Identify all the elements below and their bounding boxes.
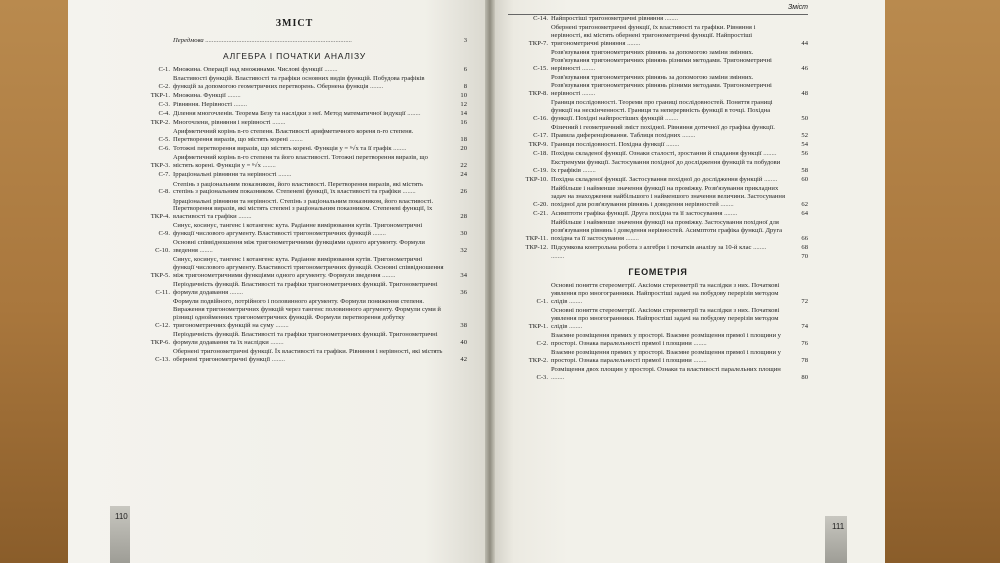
entry-code: С-10. xyxy=(155,247,170,255)
entry-code: С-16. xyxy=(533,114,548,122)
entry-page: 70 xyxy=(801,253,808,260)
entry-title: Фізичний і геометричний зміст похідної. Рівняння дотичної до графіка функції. Правила диференціювання. Таблиця похідних xyxy=(551,123,775,139)
toc-entry xyxy=(122,198,467,222)
toc-entry xyxy=(122,66,467,74)
entry-code: ТКР-1. xyxy=(150,92,170,99)
toc-entry xyxy=(508,307,808,331)
entry-code: С-12. xyxy=(155,322,170,330)
entry-code: С-15. xyxy=(533,64,548,72)
entry-title: Властивості функцій. Властивості та графіки основних видів функцій. Побудова графіків функцій за допомогою геометричних перетворень. Обернена функція xyxy=(173,75,425,90)
entry-title: Синус, косинус, тангенс і котангенс кута. Радіанне вимірювання кутів. Тригонометричні функції числового аргументу. Властивості тригонометричних функцій. Основні співвідношення між тригонометричними функціями одного аргументу. Формули зведення xyxy=(173,256,444,280)
entry-page: 18 xyxy=(460,136,467,144)
toc-entry xyxy=(508,49,808,73)
entry-title: Основні поняття стереометрії. Аксіоми стереометрії та наслідки з них. Початкові уявлення про многогранники. Найпростіші задачі на побудову перерізів методом слідів xyxy=(551,281,780,305)
entry-code: ТКР-1. xyxy=(528,322,548,330)
entry-code: ТКР-3. xyxy=(150,162,170,170)
entry-page: 42 xyxy=(460,356,467,364)
leader-dots: ........ xyxy=(663,15,678,22)
leader-dots: ........ xyxy=(405,110,421,118)
toc-entry xyxy=(122,298,467,330)
entry-code: ТКР-9. xyxy=(528,140,548,148)
entry-code: С-2. xyxy=(158,82,170,90)
entry-title: Похідна складеної функції. Застосування похідної до дослідження функцій xyxy=(551,175,763,183)
toc-entry-preface: Передмова ......................................................................................... 3 xyxy=(173,37,467,44)
entry-title: Тотожні перетворення виразів, що містять корені. Функція y = ⁿ√x та її графік xyxy=(173,145,392,153)
entry-title: Ділення многочленів. Теорема Безу та наслідки з неї. Метод математичної індукції xyxy=(173,110,406,118)
toc-entry xyxy=(508,366,808,382)
entry-title: Ірраціональні рівняння та нерівності xyxy=(173,171,277,179)
entry-page: 28 xyxy=(460,213,467,221)
entry-code: ТКР-6. xyxy=(150,339,170,347)
preface-page: 3 xyxy=(463,37,467,44)
entry-page: 24 xyxy=(460,171,467,179)
entry-page: 58 xyxy=(801,166,808,174)
toc-entry xyxy=(508,99,808,123)
toc-entry xyxy=(122,181,467,197)
entry-code: С-20. xyxy=(533,200,548,208)
entry-code: ТКР-4. xyxy=(150,213,170,221)
toc-entry xyxy=(508,176,808,184)
entry-code: ТКР-12. xyxy=(525,243,548,251)
toc-heading: ЗМІСТ xyxy=(275,18,314,29)
leader-dots: ........ xyxy=(287,136,303,144)
toc-entry xyxy=(508,159,808,175)
entry-code: ТКР-10. xyxy=(525,175,548,183)
leader-dots: ........ xyxy=(197,247,213,255)
entry-title: Розв'язування тригонометричних рівнянь за допомогою заміни змінних. Розв'язування тригонометричних рівнянь різними методами. Тригонометричні нерівності xyxy=(551,73,772,97)
toc-entry xyxy=(508,219,808,243)
entry-page: 60 xyxy=(801,175,808,183)
leader-dots: ........ xyxy=(368,82,384,90)
entry-title: Синус, косинус, тангенс і котангенс кута. Радіанне вимірювання кутів. Тригонометричні функції числового аргументу. Властивості тригонометричних функцій xyxy=(173,222,423,238)
entry-page: 6 xyxy=(463,65,467,73)
leader-dots: ........ xyxy=(276,171,292,179)
entry-title: Степінь з раціональним показником, його властивості. Перетворення виразів, які містять степінь з раціональним показником. Степеневі функції, їх властивості та графіки xyxy=(173,180,424,196)
toc-list-algebra-right xyxy=(508,15,808,261)
entry-title: Періодичність функцій. Властивості та графіки тригонометричних функцій. Тригонометричні формули додавання та їх наслідки xyxy=(173,331,438,347)
entry-title: Найбільше і найменше значення функції на проміжку. Застосування похідної для розв'язування рівнянь і доведення нерівностей. Асимптоти графіка функції. Друга похідна та її застосування xyxy=(551,219,783,242)
entry-code: ТКР-2. xyxy=(528,356,548,364)
leader-dots: ........ xyxy=(225,92,241,99)
entry-code: С-4. xyxy=(158,110,170,118)
leader-dots: ........ xyxy=(567,322,583,330)
toc-entry xyxy=(122,101,467,109)
leader-dots: ........ xyxy=(270,119,286,127)
entry-code: С-13. xyxy=(155,356,170,364)
leader-dots: ........ xyxy=(232,101,247,109)
book-gutter xyxy=(485,0,495,563)
entry-page: 52 xyxy=(801,131,808,139)
toc-entry xyxy=(122,154,467,170)
leader-dots: ........ xyxy=(400,188,416,196)
toc-right xyxy=(508,4,808,383)
toc-entry xyxy=(122,171,467,179)
entry-code: ТКР-8. xyxy=(528,89,548,97)
entry-title: Арифметичний корінь n-го степеня та його властивості. Тотожні перетворення виразів, що містять корені. Функція y = ⁿ√x xyxy=(173,154,428,170)
entry-title: Екстремуми функції. Застосування похідної до дослідження функцій та побудови їх графіків xyxy=(551,158,781,174)
entry-page: 64 xyxy=(801,209,808,217)
preface-title: Передмова xyxy=(173,37,204,44)
entry-page: 26 xyxy=(460,188,467,196)
leader-dots: ........ xyxy=(580,89,596,97)
entry-page: 72 xyxy=(801,297,808,305)
leader-dots: ........ xyxy=(228,289,244,297)
entry-code: С-1. xyxy=(536,297,548,305)
leader-dots: ........ xyxy=(762,175,778,183)
entry-page: 30 xyxy=(460,230,467,238)
entry-page: 14 xyxy=(460,110,467,118)
entry-page: 36 xyxy=(460,289,467,297)
leader-dots: ........ xyxy=(761,149,777,157)
entry-code: С-14. xyxy=(533,15,548,22)
page-number-right: 111 xyxy=(832,522,845,531)
entry-page: 80 xyxy=(801,373,808,381)
leader-dots: ........ xyxy=(663,114,679,122)
entry-title: Границя послідовності. Теореми про границі послідовностей. Поняття границі функції на нескінченності. Границя та неперервність функції в точці. Похідна функції. Похідні найпростіших функцій xyxy=(551,98,773,122)
leader-dots: ........ xyxy=(567,297,583,305)
entry-page: 78 xyxy=(801,356,808,364)
toc-entry xyxy=(122,348,467,364)
entry-code: С-5. xyxy=(158,136,170,144)
entry-page: 40 xyxy=(460,339,467,347)
toc-entry xyxy=(508,24,808,48)
entry-title: Найбільше і найменше значення функції на проміжку. Розв'язування прикладних задач на знаходження найбільшого і найменшого значення величини. Застосування похідної для розв'язування рівнянь і доведення нерівностей xyxy=(551,185,785,208)
toc-entry xyxy=(122,222,467,238)
entry-title: Найпростіші тригонометричні рівняння xyxy=(551,15,664,22)
toc-entry xyxy=(508,282,808,306)
entry-code: С-18. xyxy=(533,149,548,157)
toc-entry xyxy=(122,239,467,255)
entry-code: С-19. xyxy=(533,166,548,174)
entry-code: ТКР-7. xyxy=(528,39,548,47)
entry-title: Формули подвійного, потрійного і половинного аргументу. Формули пониження степеня. Вираження тригонометричних функцій через тангенс половинного аргументу. Формули суми й різниці однойменних тригонометричних функцій. Формули перетворення добутку тригонометричних функцій на суму xyxy=(173,298,441,330)
toc-left xyxy=(122,18,467,365)
entry-page: 74 xyxy=(801,322,808,330)
entry-page: 44 xyxy=(801,39,808,47)
entry-code: ТКР-11. xyxy=(525,234,548,242)
entry-code: С-2. xyxy=(536,339,548,347)
leader-dots: ........ xyxy=(551,373,565,381)
entry-page: 50 xyxy=(801,114,808,122)
entry-title: Періодичність функцій. Властивості та графіки тригонометричних функцій. Тригонометричні формули додавання xyxy=(173,281,438,297)
entry-page: 68 xyxy=(801,243,808,251)
leader-dots: ........ xyxy=(691,356,707,364)
entry-title: Арифметичний корінь n-го степеня. Властивості арифметичного кореня n-го степеня. Перетворення виразів, що містять корені xyxy=(173,128,414,144)
toc-entry xyxy=(508,332,808,348)
leader-dots: ........ xyxy=(322,65,338,73)
toc-entry xyxy=(122,119,467,127)
toc-entry xyxy=(508,124,808,140)
toc-entry xyxy=(122,145,467,153)
entry-page: 22 xyxy=(460,162,467,170)
toc-list-algebra-left xyxy=(122,66,467,364)
entry-title: Основні поняття стереометрії. Аксіоми стереометрії та наслідки з них. Початкові уявлення про многогранники. Найпростіші задачі на побудову перерізів методом слідів xyxy=(551,306,780,330)
toc-entry xyxy=(508,141,808,149)
entry-page: 76 xyxy=(801,339,808,347)
toc-entry xyxy=(508,15,808,23)
toc-entry xyxy=(122,92,467,100)
leader-dots: ........ xyxy=(691,339,707,347)
entry-page: 20 xyxy=(460,145,467,153)
leader-dots: ........ xyxy=(751,243,767,251)
leader-dots: ........ xyxy=(380,272,396,280)
toc-entry xyxy=(122,75,467,91)
entry-title: Взаємне розміщення прямих у просторі. Взаємне розміщення прямої і площини у просторі. Ознака паралельності прямої і площини xyxy=(551,348,781,364)
toc-entry xyxy=(508,244,808,252)
entry-code: ТКР-5. xyxy=(150,272,170,280)
entry-page: 38 xyxy=(460,322,467,330)
leader-dots: ........ xyxy=(624,234,639,242)
entry-title: Розміщення двох площин у просторі. Ознаки та властивості паралельних площин xyxy=(551,365,781,373)
entry-page: 10 xyxy=(460,92,467,99)
entry-title: Границя послідовності. Похідна функції xyxy=(551,140,665,148)
entry-title: Обернені тригонометричні функції. Їх властивості та графіки. Рівняння і нерівності, які містять обернені тригонометричні функції xyxy=(173,348,443,364)
entry-code: С-1. xyxy=(158,65,170,73)
toc-entry xyxy=(508,349,808,365)
toc-list-geometry xyxy=(508,282,808,382)
entry-page: 62 xyxy=(801,200,808,208)
entry-title: Обернені тригонометричні функції, їх властивості та графіки. Рівняння і нерівності, які містять обернені тригонометричні функції. Найпростіші тригонометричні рівняння xyxy=(551,24,756,47)
leader-dots: ........ xyxy=(371,230,386,238)
entry-title: Асимптоти графіка функції. Друга похідна та її застосування xyxy=(551,209,723,217)
entry-page: 32 xyxy=(460,247,467,255)
entry-code: С-3. xyxy=(158,101,170,109)
toc-entry xyxy=(508,210,808,218)
entry-title: Підсумкова контрольна робота з алгебри і початків аналізу за 10-й клас xyxy=(551,243,752,251)
entry-page: 66 xyxy=(801,234,808,242)
entry-title: Рівняння. Нерівності xyxy=(173,101,233,109)
leader-dots: ........ xyxy=(625,39,641,47)
entry-code: С-3. xyxy=(536,373,548,381)
leader-dots: ........ xyxy=(236,213,252,221)
entry-page: 34 xyxy=(460,272,467,280)
entry-code: ТКР-2. xyxy=(150,119,170,127)
entry-code: С-9. xyxy=(158,230,170,238)
leader-dots: ........ xyxy=(260,162,276,170)
leader-dots: ........ xyxy=(722,209,738,217)
entry-page: 48 xyxy=(801,89,808,97)
toc-entry xyxy=(122,281,467,297)
toc-entry xyxy=(508,74,808,98)
leader-dots: ........ xyxy=(391,145,407,153)
entry-code: С-8. xyxy=(158,188,170,196)
entry-title: Взаємне розміщення прямих у просторі. Взаємне розміщення прямої і площини у просторі. Ознака паралельності прямої і площини xyxy=(551,331,781,347)
entry-title: Ірраціональні рівняння та нерівності. Степінь з раціональним показником, його властивості. Перетворення виразів, які містять степені з раціональним показником. Степеневі функції, їх властивості та графіки xyxy=(173,197,434,221)
leader-dots: ........ xyxy=(580,166,596,174)
entry-title: Множина. Функції xyxy=(173,92,226,99)
entry-code: С-7. xyxy=(158,171,170,179)
entry-code: С-11. xyxy=(155,289,170,297)
entry-page: 56 xyxy=(801,149,808,157)
entry-code: С-21. xyxy=(533,209,548,217)
entry-page: 8 xyxy=(463,82,467,90)
entry-page: 16 xyxy=(460,119,467,127)
entry-page: 46 xyxy=(801,64,808,72)
leader-dots: ........ xyxy=(270,356,285,364)
leader-dots: ........ xyxy=(551,253,565,260)
toc-entry xyxy=(508,253,808,261)
entry-title: Многочлени, рівняння і нерівності xyxy=(173,119,271,127)
running-head: Зміст xyxy=(788,4,808,11)
toc-entry xyxy=(122,331,467,347)
entry-title: Розв'язування тригонометричних рівнянь за допомогою заміни змінних. Розв'язування тригонометричних рівнянь різними методами. Тригонометричні нерівності xyxy=(551,49,772,72)
entry-title: Основні співвідношення між тригонометричними функціями одного аргументу. Формули зведення xyxy=(173,239,425,255)
entry-page: 12 xyxy=(460,101,467,109)
entry-page: 54 xyxy=(801,140,808,148)
leader-dots: ........ xyxy=(664,140,680,148)
entry-code: С-17. xyxy=(533,131,548,139)
leader-dots: ........ xyxy=(580,64,596,72)
leader-dots: ........ xyxy=(680,131,696,139)
leader-dots: ........ xyxy=(718,200,734,208)
leader-dots: ........ xyxy=(268,339,284,347)
toc-entry xyxy=(508,150,808,158)
page-number-left: 110 xyxy=(115,512,128,521)
toc-entry xyxy=(122,110,467,118)
toc-entry xyxy=(122,256,467,280)
toc-entry xyxy=(508,185,808,209)
entry-code: С-6. xyxy=(158,145,170,153)
section-algebra-heading: АЛГЕБРА І ПОЧАТКИ АНАЛІЗУ xyxy=(222,50,366,61)
toc-entry xyxy=(122,128,467,144)
leader-dots: ........ xyxy=(273,322,289,330)
section-geometry-heading: ГЕОМЕТРІЯ xyxy=(628,266,688,277)
entry-title: Множина. Операції над множинами. Числові функції xyxy=(173,65,323,73)
header-rule xyxy=(508,14,808,15)
entry-title: Похідна складеної функції. Ознаки сталості, зростання й спадання функції xyxy=(551,149,762,157)
